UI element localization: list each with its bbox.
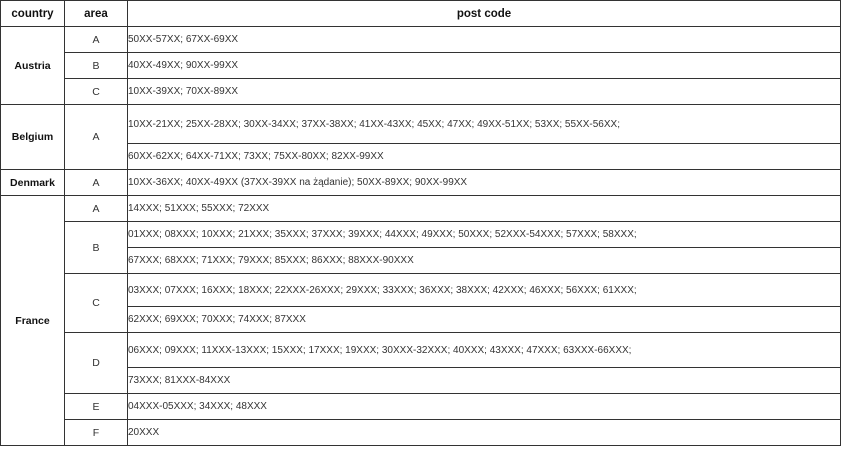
area-cell: A	[65, 170, 128, 196]
post-code-cell: 10XX-36XX; 40XX-49XX (37XX-39XX na żądanie); 50XX-89XX; 90XX-99XX	[128, 170, 841, 196]
area-cell: A	[65, 105, 128, 170]
table-header-row	[1, 1, 841, 27]
header-country: country	[1, 1, 65, 27]
post-code-cell: 62XXX; 69XXX; 70XXX; 74XXX; 87XXX	[128, 307, 841, 333]
table-row	[1, 105, 841, 144]
table-row	[1, 196, 841, 222]
header-post-code: post code	[128, 1, 841, 27]
country-cell-france: France	[1, 196, 65, 446]
post-code-cell: 60XX-62XX; 64XX-71XX; 73XX; 75XX-80XX; 82XX-99XX	[128, 144, 841, 170]
area-cell: B	[65, 222, 128, 274]
post-code-cell: 03XXX; 07XXX; 16XXX; 18XXX; 22XXX-26XXX; 29XXX; 33XXX; 36XXX; 38XXX; 42XXX; 46XXX; 56XXX; 61XXX;	[128, 274, 841, 307]
table-row	[1, 333, 841, 368]
area-cell: C	[65, 274, 128, 333]
post-code-cell: 40XX-49XX; 90XX-99XX	[128, 53, 841, 79]
area-cell: D	[65, 333, 128, 394]
post-code-cell: 14XXX; 51XXX; 55XXX; 72XXX	[128, 196, 841, 222]
country-cell-austria: Austria	[1, 27, 65, 105]
table-row	[1, 53, 841, 79]
table-row	[1, 274, 841, 307]
post-code-cell: 06XXX; 09XXX; 11XXX-13XXX; 15XXX; 17XXX; 19XXX; 30XXX-32XXX; 40XXX; 43XXX; 47XXX; 63XXX-66XXX;	[128, 333, 841, 368]
area-cell: C	[65, 79, 128, 105]
country-cell-denmark: Denmark	[1, 170, 65, 196]
post-code-cell: 01XXX; 08XXX; 10XXX; 21XXX; 35XXX; 37XXX; 39XXX; 44XXX; 49XXX; 50XXX; 52XXX-54XXX; 57XXX; 58XXX;	[128, 222, 841, 248]
area-cell: A	[65, 27, 128, 53]
post-code-cell: 67XXX; 68XXX; 71XXX; 79XXX; 85XXX; 86XXX; 88XXX-90XXX	[128, 248, 841, 274]
post-code-cell: 50XX-57XX; 67XX-69XX	[128, 27, 841, 53]
post-code-cell: 04XXX-05XXX; 34XXX; 48XXX	[128, 394, 841, 420]
area-cell: F	[65, 420, 128, 446]
post-code-cell: 10XX-21XX; 25XX-28XX; 30XX-34XX; 37XX-38XX; 41XX-43XX; 45XX; 47XX; 49XX-51XX; 53XX; 55XX-56XX;	[128, 105, 841, 144]
post-code-cell: 10XX-39XX; 70XX-89XX	[128, 79, 841, 105]
post-code-cell: 20XXX	[128, 420, 841, 446]
table-row	[1, 420, 841, 446]
table-row	[1, 222, 841, 248]
area-cell: B	[65, 53, 128, 79]
table-row	[1, 27, 841, 53]
table-row	[1, 394, 841, 420]
header-area: area	[65, 1, 128, 27]
country-cell-belgium: Belgium	[1, 105, 65, 170]
area-cell: A	[65, 196, 128, 222]
area-cell: E	[65, 394, 128, 420]
post-code-cell: 73XXX; 81XXX-84XXX	[128, 368, 841, 394]
table-row	[1, 79, 841, 105]
table-row	[1, 170, 841, 196]
